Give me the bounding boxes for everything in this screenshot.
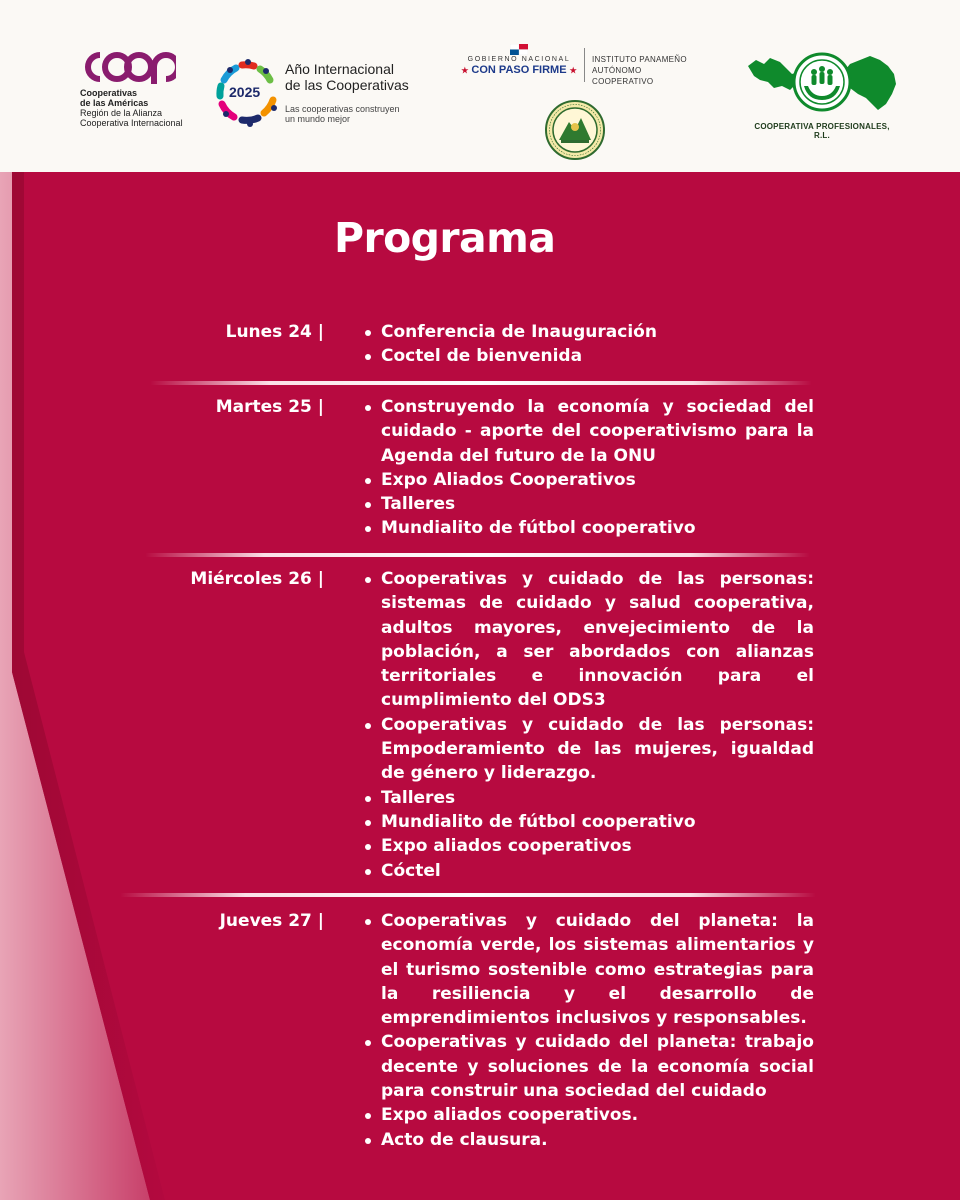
cooperativa-profesionales-name: COOPERATIVA PROFESIONALES, R.L. — [754, 122, 890, 140]
page-title: Programa — [334, 214, 556, 262]
iyc-title-line-1: Año Internacional — [285, 61, 394, 77]
day-label-lunes: Lunes 24 | — [225, 322, 324, 342]
list-item: Cooperativas y cuidado del planeta: la economía verde, los sistemas alimentarios y el turismo sostenible como estrategias para la resiliencia y el desarrollo de emprendimientos inclusivos y responsables. — [362, 909, 814, 1030]
day-items-martes — [362, 395, 814, 541]
list-item: Cooperativas y cuidado de las personas: Empoderamiento de las mujeres, igualdad de género y liderazgo. — [362, 713, 814, 786]
list-item: Expo Aliados Cooperativos — [362, 468, 814, 492]
list-item: Cóctel — [362, 859, 814, 883]
iyc-subtitle — [285, 104, 425, 124]
con-paso-firme-text — [458, 64, 580, 76]
coop-logo-text — [80, 88, 190, 128]
ipacoop-text — [592, 54, 703, 87]
logo-divider — [584, 48, 585, 82]
day-items-lunes — [362, 320, 814, 369]
iyc-title — [285, 61, 425, 93]
iyc-subtitle-line-1: Las cooperativas construyen — [285, 104, 400, 114]
iyc-title-line-2: de las Cooperativas — [285, 77, 409, 93]
day-label-martes: Martes 25 | — [215, 397, 324, 417]
ipacoop-line-2: AUTÓNOMO COOPERATIVO — [592, 66, 654, 86]
day-label-jueves: Jueves 27 | — [219, 911, 324, 931]
list-item: Cooperativas y cuidado de las personas: sistemas de cuidado y salud cooperativa, adultos mayores, envejecimiento de la población, a ser abordados con alianzas territoriales e innovación para el cumplimiento del ODS3 — [362, 567, 814, 713]
list-item: Expo aliados cooperativos — [362, 834, 814, 858]
day-label-miercoles: Miércoles 26 | — [190, 569, 324, 589]
list-item: Cooperativas y cuidado del planeta: trabajo decente y soluciones de la economía social para construir una sociedad del cuidado — [362, 1030, 814, 1103]
iyc-year: 2025 — [229, 84, 261, 100]
list-item: Talleres — [362, 786, 814, 810]
header-bar — [0, 0, 960, 172]
coop-line-1: Cooperativas — [80, 88, 138, 98]
section-divider — [120, 893, 816, 897]
gobierno-ipacoop-logo — [458, 44, 703, 84]
list-item: Mundialito de fútbol cooperativo — [362, 810, 814, 834]
list-item: Conferencia de Inauguración — [362, 320, 814, 344]
gobierno-nacional-text: GOBIERNO NACIONAL — [467, 56, 571, 63]
list-item: Acto de clausura. — [362, 1128, 814, 1152]
coop-line-4: Cooperativa Internacional — [80, 118, 183, 128]
list-item: Expo aliados cooperativos. — [362, 1103, 814, 1127]
coop-line-2: de las Américas — [80, 98, 149, 108]
iyc-subtitle-line-2: un mundo mejor — [285, 114, 351, 124]
ipacoop-line-1: INSTITUTO PANAMEÑO — [592, 55, 687, 64]
day-items-jueves — [362, 909, 814, 1152]
list-item: Talleres — [362, 492, 814, 516]
section-divider — [150, 381, 812, 385]
cooperativa-profesionales-logo — [746, 52, 906, 140]
star-icon: ★ — [461, 66, 469, 75]
con-paso-firme-label: CON PASO FIRME — [471, 64, 567, 76]
coop-americas-logo — [80, 50, 190, 128]
gobierno-nacional-block — [458, 44, 580, 76]
list-item: Coctel de bienvenida — [362, 344, 814, 368]
cooperative-seal-icon — [545, 100, 605, 160]
international-year-cooperatives-logo — [212, 58, 422, 128]
list-item: Construyendo la economía y sociedad del cuidado - aporte del cooperativismo para la Agenda del futuro de la ONU — [362, 395, 814, 468]
panama-flag-icon — [510, 44, 528, 55]
coop-line-3: Región de la Alianza — [80, 108, 163, 118]
star-icon: ★ — [569, 66, 577, 75]
list-item: Mundialito de fútbol cooperativo — [362, 516, 814, 540]
day-items-miercoles — [362, 567, 814, 883]
section-divider — [145, 553, 810, 557]
panama-map-icon — [746, 52, 898, 118]
coop-wordmark-icon — [80, 50, 176, 84]
